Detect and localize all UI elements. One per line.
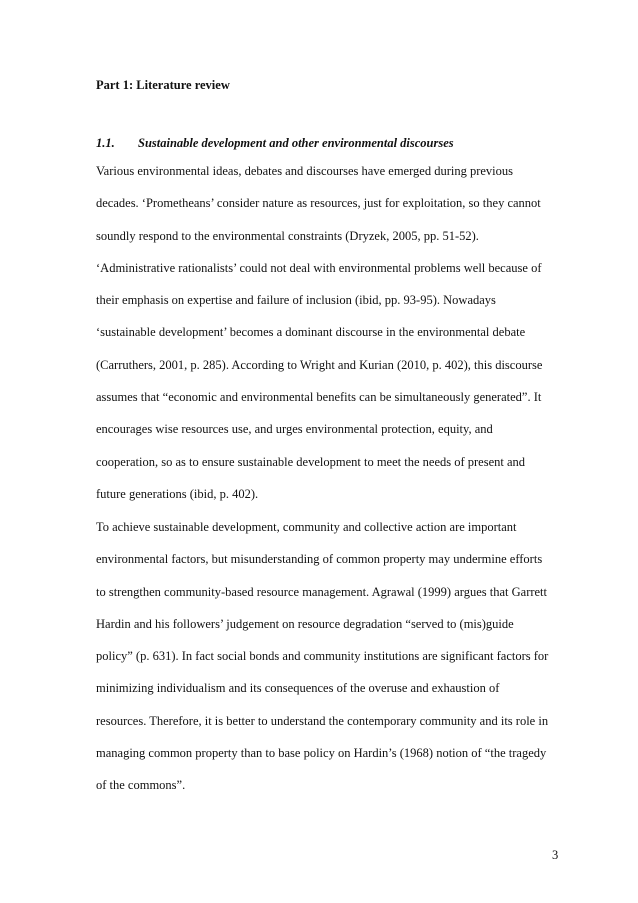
- paragraph-line: To achieve sustainable development, community and collective action are important: [96, 520, 517, 534]
- paragraph-line: to strengthen community-based resource management. Agrawal (1999) argues that Garrett: [96, 584, 548, 599]
- paragraph-line: ‘Administrative rationalists’ could not deal with environmental problems well because of: [96, 260, 542, 275]
- paragraph-1: [96, 163, 546, 518]
- paragraph-line: ‘sustainable development’ becomes a dominant discourse in the environmental debate: [96, 325, 526, 340]
- section-number: 1.1.: [96, 136, 115, 150]
- paragraph-line: Various environmental ideas, debates and discourses have emerged during previous: [96, 164, 514, 178]
- paragraph-line: future generations (ibid, p. 402).: [96, 486, 259, 501]
- paragraph-line: resources. Therefore, it is better to understand the contemporary community and its role in: [96, 713, 549, 728]
- paragraph-line: soundly respond to the environmental constraints (Dryzek, 2005, pp. 51-52).: [96, 228, 479, 243]
- paragraph-2: [96, 519, 549, 810]
- page-number: 3: [552, 848, 559, 862]
- paragraph-line: decades. ‘Prometheans’ consider nature as resources, just for exploitation, so they cannot: [96, 196, 541, 211]
- paragraph-line: assumes that “economic and environmental benefits can be simultaneously generated”. It: [96, 390, 542, 405]
- paragraph-line: environmental factors, but misunderstanding of common property may undermine efforts: [96, 552, 543, 567]
- paragraph-line: cooperation, so as to ensure sustainable development to meet the needs of present and: [96, 454, 526, 469]
- paragraph-line: policy” (p. 631). In fact social bonds and community institutions are significant factors for: [96, 649, 549, 664]
- section-title: Sustainable development and other environmental discourses: [138, 136, 454, 150]
- paragraph-line: managing common property than to base policy on Hardin’s (1968) notion of “the tragedy: [96, 746, 547, 761]
- paragraph-line: minimizing individualism and its consequences of the overuse and exhaustion of: [96, 681, 500, 696]
- paragraph-line: encourages wise resources use, and urges environmental protection, equity, and: [96, 422, 493, 437]
- section-heading: [96, 136, 454, 151]
- paragraph-line: of the commons”.: [96, 778, 186, 793]
- paragraph-line: (Carruthers, 2001, p. 285). According to Wright and Kurian (2010, p. 402), this discourse: [96, 357, 543, 372]
- paragraph-line: Hardin and his followers’ judgement on resource degradation “served to (mis)guide: [96, 616, 514, 631]
- part-title: Part 1: Literature review: [96, 78, 230, 92]
- paragraph-line: their emphasis on expertise and failure of inclusion (ibid, pp. 93-95). Nowadays: [96, 293, 496, 308]
